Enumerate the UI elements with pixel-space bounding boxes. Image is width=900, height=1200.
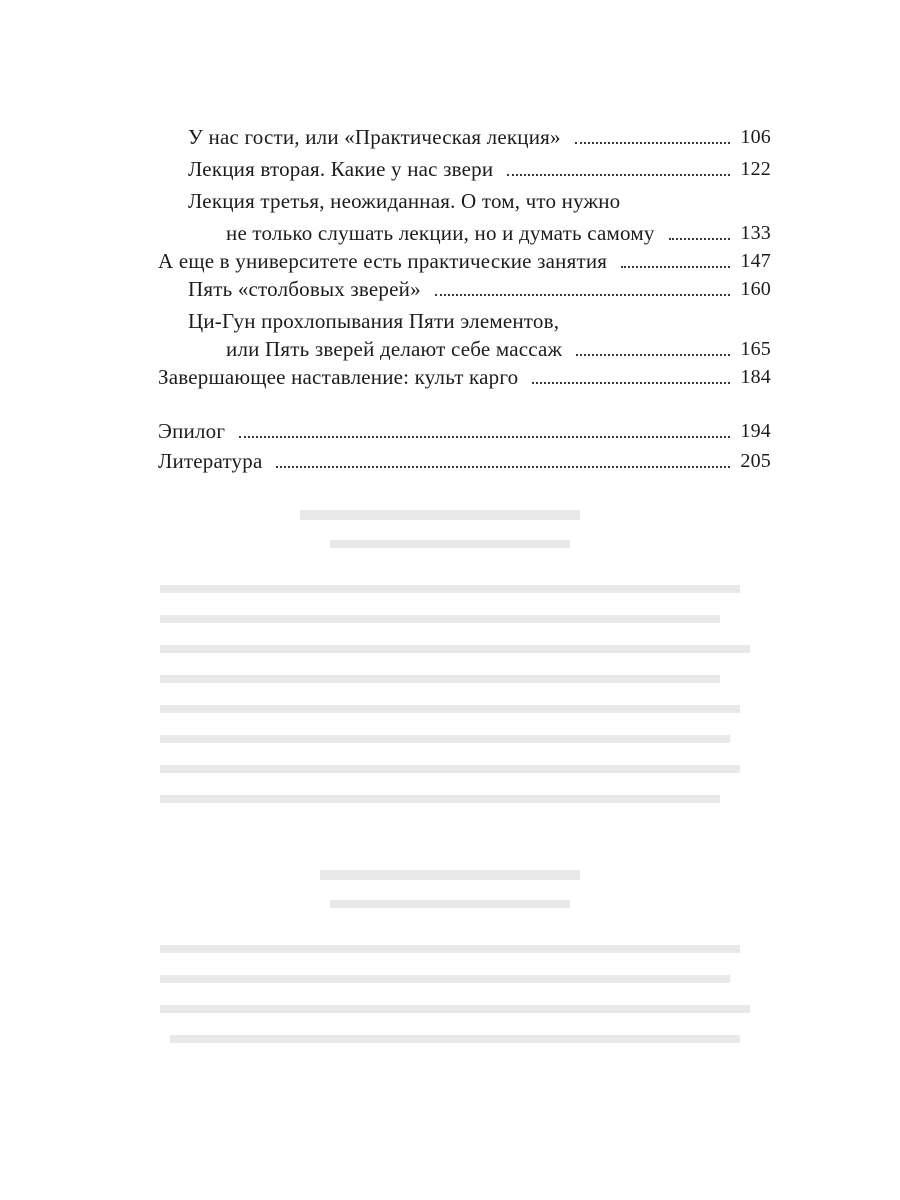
- toc-entry-title: У нас гости, или «Практическая лекция»: [188, 125, 561, 149]
- dot-leader: [575, 142, 731, 144]
- toc-entry-title: А еще в университете есть практические занятия: [158, 249, 608, 273]
- dot-leader: [239, 436, 730, 438]
- toc-entry: [158, 410, 771, 444]
- toc-entry-title: Лекция вторая. Какие у нас звери: [188, 157, 494, 181]
- toc-entry: [158, 440, 771, 474]
- toc-entry-page: 205: [740, 450, 771, 472]
- toc-entry-title: Лекция третья, неожиданная. О том, что нужно: [188, 189, 621, 213]
- dot-leader: [507, 174, 730, 176]
- toc-entry: [188, 148, 771, 182]
- toc-entry-page: 165: [740, 338, 771, 360]
- toc-entry-title: Ци-Гун прохлопывания Пяти элементов,: [188, 309, 560, 333]
- toc-entry: [158, 356, 771, 390]
- dot-leader: [435, 294, 731, 296]
- toc-entry: [188, 180, 771, 214]
- toc-entry-page: 133: [740, 222, 771, 244]
- toc-entry-title: не только слушать лекции, но и думать самому: [226, 221, 655, 245]
- toc-entry-title: Завершающее наставление: культ карго: [158, 365, 519, 389]
- dot-leader: [532, 382, 730, 384]
- toc-entry: [188, 116, 771, 150]
- toc-entry-page: 122: [740, 158, 771, 180]
- toc-entry-title: или Пять зверей делают себе массаж: [226, 337, 563, 361]
- toc-entry-page: 184: [740, 366, 771, 388]
- toc-entry-page: 194: [740, 420, 771, 442]
- toc-entry-page: 106: [740, 126, 771, 148]
- toc-entry-title: Эпилог: [158, 419, 226, 443]
- toc-entry-page: 147: [740, 250, 771, 272]
- dot-leader: [276, 466, 730, 468]
- toc-entry-title: Литература: [158, 449, 263, 473]
- toc-entry: [188, 268, 771, 302]
- toc-entry-page: 160: [740, 278, 771, 300]
- toc-entry-title: Пять «столбовых зверей»: [188, 277, 421, 301]
